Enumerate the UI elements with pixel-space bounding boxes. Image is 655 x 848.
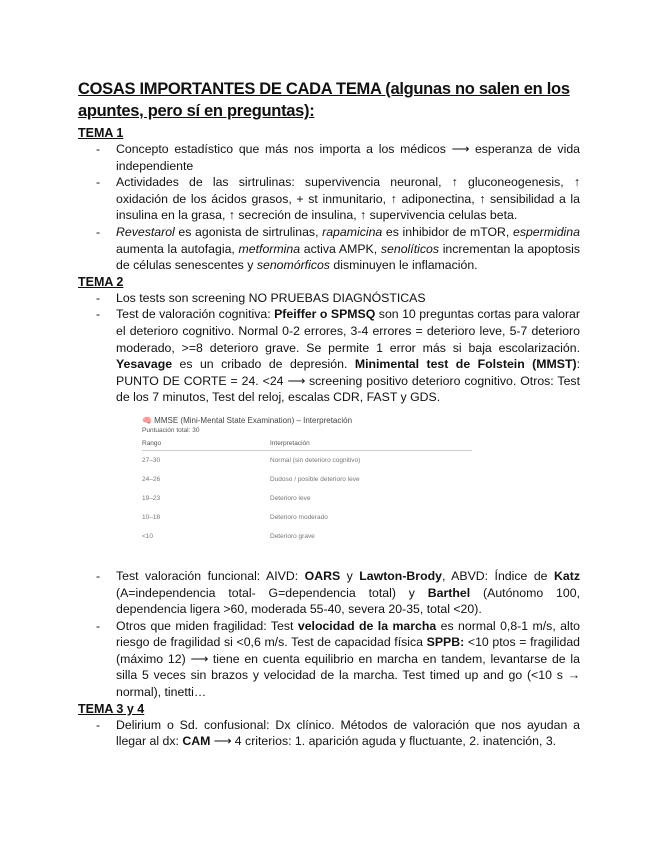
table-row: 10–18 Deterioro moderado	[142, 513, 328, 521]
list-item: - Revestarol es agonista de sirtrulinas, rapamicina es inhibidor de mTOR, espermidina aumenta la autofagia, metformina activa AMPK, senolíticos incrementan la apoptosis de células senescentes y senomórficos disminuyen le inflamación.	[96, 224, 580, 273]
heading-tema-2: TEMA 2	[78, 274, 124, 289]
figure-header: Rango Interpretación	[142, 440, 472, 451]
list-item: - Delirium o Sd. confusional: Dx clínico. Métodos de valoración que nos ayudan a llegar al dx: CAM ⟶ 4 criterios: 1. aparición aguda y fluctuante, 2. inatención, 3.	[96, 717, 580, 749]
mmse-table-image	[142, 416, 472, 556]
list-item: - Test de valoración cognitiva: Pfeiffer o SPMSQ son 10 preguntas cortas para valorar el deterioro cognitivo. Normal 0-2 errores, 3-4 errores = deterioro leve, 5-7 deterioro moderado, >=8 deterioro grave. Se permite 1 error más si baja escolarización. Yesavage es un cribado de depresión. Minimental test de Folstein (MMST): PUNTO DE CORTE = 24. <24 ⟶ screening positivo deterioro cognitivo. Otros: Test de los 7 minutos, Test del reloj, escalas CDR, FAST y GDS.	[96, 307, 580, 405]
table-row: 24–26 Dudoso / posible deterioro leve	[142, 475, 360, 483]
tema-2-list	[78, 290, 580, 406]
tema-1-list	[78, 141, 580, 274]
table-row: <10 Deterioro grave	[142, 532, 315, 540]
list-item: - Concepto estadístico que más nos importa a los médicos ⟶ esperanza de vida independiente	[96, 142, 580, 173]
list-item: - Los tests son screening NO PRUEBAS DIAGNÓSTICAS	[96, 290, 426, 305]
heading-tema-3-4: TEMA 3 y 4	[78, 701, 145, 716]
list-item: - Actividades de las sirtrulinas: supervivencia neuronal, ↑ gluconeogenesis, ↑ oxidación de los ácidos grasos, + st inmunitario, ↑ adiponectina, ↑ sensibilidad a la insulina en la grasa, ↑ secreción de insulina, ↑ supervivencia celulas beta.	[96, 175, 580, 223]
document-page	[78, 78, 580, 750]
figure-subtitle: Puntuación total: 30	[142, 426, 200, 434]
tema-3-4-list	[78, 717, 580, 750]
table-row: 27–30 Normal (sin deterioro cognitivo)	[142, 456, 361, 464]
list-item: - Otros que miden fragilidad: Test velocidad de la marcha es normal 0,8-1 m/s, alto riesgo de fragilidad si <0,6 m/s. Test de capacidad física SPPB: <10 ptos = fragilidad (máximo 12) ⟶ tiene en cuenta equilibrio en marcha en tandem, levantarse de la silla 5 veces sin brazos y velocidad de la marcha. Test timed up and go (<10 s → normal), tinetti…	[96, 618, 581, 700]
table-row: 19–23 Deterioro leve	[142, 494, 311, 502]
heading-tema-1: TEMA 1	[78, 126, 124, 140]
page-title: COSAS IMPORTANTES DE CADA TEMA (algunas no salen en los apuntes, pero sí en preguntas):	[78, 80, 570, 120]
list-item: - Test valoración funcional: AIVD: OARS y Lawton-Brody, ABVD: Índice de Katz (A=independencia total- G=dependencia total) y Barthel (Autónomo 100, dependencia ligera >60, moderada 55-40, severa 20-35, total <20).	[96, 568, 580, 617]
figure-title: 🧠 MMSE (Mini-Mental State Examination) – Interpretación	[142, 415, 353, 425]
tema-2-list-continued	[78, 568, 580, 701]
